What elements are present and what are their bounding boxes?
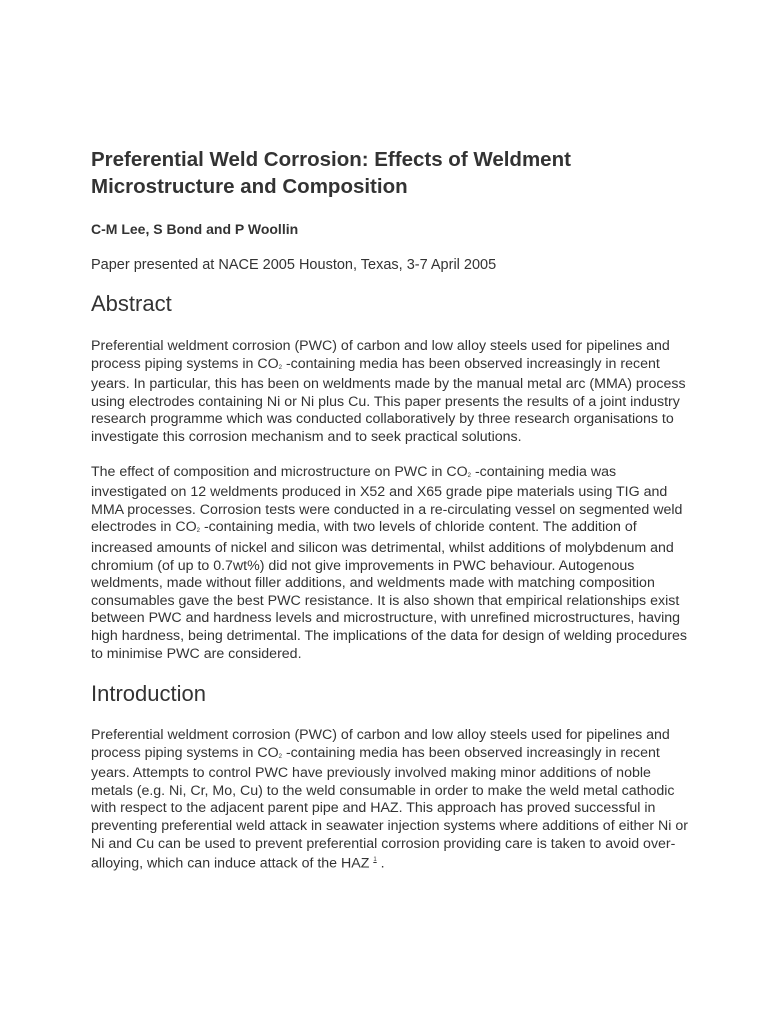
article-body	[91, 146, 691, 874]
introduction-heading: Introduction	[91, 681, 206, 707]
abstract-heading: Abstract	[91, 291, 172, 316]
intro-p1-text-c: .	[376, 855, 385, 872]
co2-subscript: 2	[278, 753, 283, 760]
abstract-p2-text-c: -containing media, with two levels of chloride content. The addition of increased amounts of nickel and silicon was detrimental, whilst additions of molybdenum and chromium (of up to 0.7wt%) did not give improvements in PWC behaviour. Autogenous weldments, made without filler additions, and weldments made with matching composition consumables gave the best PWC resistance. It is also shown that empirical relationships exist between PWC and hardness levels and microstructure, with unrefined microstructures, having high hardness, being detrimental. The implications of the data for design of welding procedures to minimise PWC are considered.	[91, 519, 687, 662]
co2-subscript: 2	[278, 364, 283, 371]
paper-title: Preferential Weld Corrosion: Effects of Weldment Microstructure and Composition	[91, 148, 571, 198]
introduction-paragraph-1	[91, 727, 691, 873]
presentation-note: Paper presented at NACE 2005 Houston, Texas, 3-7 April 2005	[91, 257, 497, 273]
intro-p1-text-b: -containing media has been observed increasingly in recent years. Attempts to control PWC have previously involved making minor additions of noble metals (e.g. Ni, Cr, Mo, Cu) to the weld consumable in order to make the weld metal cathodic with respect to the adjacent parent pipe and HAZ. This approach has proved successful in preventing preferential weld attack in seawater injection systems where additions of either Ni or Ni and Cu can be used to prevent preferential corrosion providing care is taken to avoid over-alloying, which can induce attack of the HAZ	[91, 744, 688, 872]
abstract-p1-text-a: Preferential weldment corrosion (PWC) of carbon and low alloy steels used for pipelines and process piping systems in CO	[91, 338, 670, 372]
co2-subscript: 2	[467, 472, 471, 479]
abstract-p1-text-b: -containing media has been observed increasingly in recent years. In particular, this has been on weldments made by the manual metal arc (MMA) process using electrodes containing Ni or Ni plus Cu. This paper presents the results of a joint industry research programme which was conducted collaboratively by three research organisations to investigate this corrosion mechanism and to seek practical solutions.	[91, 355, 686, 445]
reference-link[interactable]: 1	[373, 857, 377, 864]
paper-authors: C-M Lee, S Bond and P Woollin	[91, 221, 299, 237]
intro-p1-text-a: Preferential weldment corrosion (PWC) of carbon and low alloy steels used for pipelines and process piping systems in CO	[91, 727, 670, 761]
abstract-p2-text-b: -containing media was investigated on 12 weldments produced in X52 and X65 grade pipe materials using TIG and MMA processes. Corrosion tests were conducted in a re-circulating vessel on segmented weld electrodes in CO	[91, 463, 683, 536]
abstract-paragraph-2	[91, 464, 691, 664]
co2-subscript: 2	[196, 528, 201, 535]
abstract-p2-text-a: The effect of composition and microstructure on PWC in CO	[91, 463, 468, 480]
abstract-paragraph-1	[91, 338, 691, 447]
